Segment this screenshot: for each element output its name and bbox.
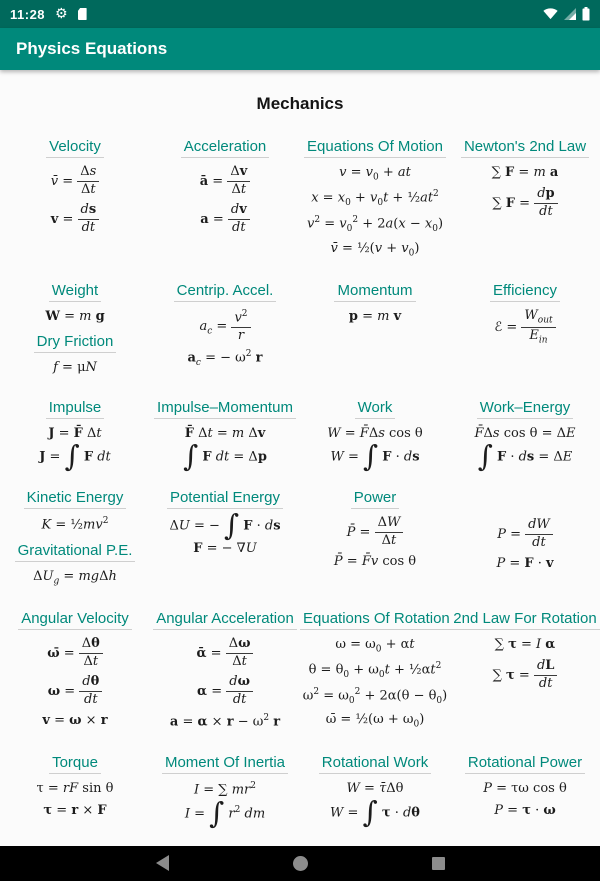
equation-cell — [300, 399, 450, 473]
equation-section — [150, 138, 300, 236]
equation: J = F̄ Δt — [48, 425, 102, 441]
section-title-link[interactable]: Equations Of Rotation — [300, 610, 453, 630]
equation-section — [300, 489, 450, 571]
equation: W = ∫ τ · dθ — [330, 794, 420, 829]
equation: ω̄ = $\frac{\Delta\theta}{\Delta t}$ — [0, 637, 150, 670]
equation-section — [300, 398, 450, 474]
equation-row — [0, 754, 600, 829]
back-button[interactable] — [152, 851, 173, 875]
home-circle-icon — [293, 856, 308, 871]
back-triangle-icon — [156, 855, 169, 871]
equation: ∫ F dt = Δp — [183, 439, 267, 474]
equation-section — [450, 138, 600, 220]
equation-section — [150, 489, 300, 558]
equation-section — [300, 753, 450, 829]
equation-cell — [0, 610, 150, 735]
equation: $v = v_0$ + at — [339, 165, 411, 183]
page-heading: Mechanics — [256, 94, 344, 113]
section-title-link[interactable]: Momentum — [334, 282, 415, 302]
equation-section — [150, 282, 300, 370]
equation-section — [450, 282, 600, 346]
status-time: 11:28 — [10, 6, 46, 22]
equation: P = $\frac{dW}{dt}$ — [450, 518, 600, 551]
section-title-link[interactable]: Power — [351, 489, 400, 509]
equation-section — [300, 282, 450, 326]
equation: P = τ · ω — [494, 802, 556, 818]
equation-cell — [450, 610, 600, 697]
equation-section — [150, 753, 300, 830]
equation: v = $\frac{ds}{dt}$ — [0, 203, 150, 236]
section-title-link[interactable]: Dry Friction — [34, 333, 117, 353]
title-spacer — [450, 489, 600, 513]
equation-section — [0, 754, 150, 820]
recents-square-icon — [432, 857, 445, 870]
equation: P = F · v — [496, 556, 554, 572]
equation-section — [0, 610, 150, 730]
equation: I = ∫ $r^2$ dm — [184, 795, 266, 830]
equation: W = m g — [45, 308, 105, 324]
section-title-link[interactable]: Equations Of Motion — [304, 138, 446, 158]
equation-row — [0, 489, 600, 593]
equation-section — [300, 610, 450, 732]
equation: ω̄ = ½(ω + $\omega_0$) — [325, 712, 425, 731]
status-bar — [0, 0, 600, 28]
equation-section — [150, 610, 300, 731]
equation: v = ω × r — [42, 712, 108, 728]
equations-grid — [0, 138, 600, 829]
equation-cell — [150, 138, 300, 241]
equation-cell — [300, 138, 450, 265]
equation: F̄ Δt = m Δv — [184, 425, 266, 441]
equation: a = $\frac{dv}{dt}$ — [150, 203, 300, 236]
equation-cell — [0, 754, 150, 825]
equation: $x = x_0 + v_0t$ + $\frac{1}{2}at^2$ — [311, 189, 439, 209]
equation: α = $\frac{d\omega}{dt}$ — [150, 675, 300, 708]
settings-gear-icon: ⚙ — [55, 6, 68, 22]
recents-button[interactable] — [428, 853, 449, 874]
equation: ∑ F = m a — [491, 165, 559, 180]
equation-cell — [300, 754, 450, 828]
equation-section — [300, 138, 450, 260]
status-bar-left — [10, 7, 87, 22]
equation-cell — [300, 610, 450, 737]
section-title-link[interactable]: Work — [355, 399, 396, 419]
equation: ∫ F · ds = ΔE — [477, 439, 573, 474]
equation-cell — [300, 282, 450, 331]
equation-section — [0, 282, 150, 326]
app-bar — [0, 28, 600, 70]
section-title-link[interactable]: Gravitational P.E. — [15, 542, 136, 562]
equation-section — [450, 754, 600, 820]
section-title-link[interactable]: Acceleration — [181, 138, 270, 158]
equation: P̄ = F̄v cos θ — [333, 554, 417, 570]
section-title-link[interactable]: Rotational Power — [465, 754, 585, 774]
home-button[interactable] — [289, 852, 312, 875]
nav-bar — [0, 846, 600, 881]
equation: v̄ = ½(v + $v_0$) — [330, 240, 420, 259]
equation: P̄ = $\frac{\Delta W}{\Delta t}$ — [300, 516, 450, 549]
equation: ℰ = $W_{out}$ $E_{in}$ — [450, 309, 600, 346]
section-title-link[interactable]: Moment Of Inertia — [162, 754, 288, 774]
section-title-link[interactable]: Velocity — [46, 138, 104, 158]
section-title-link[interactable]: Angular Velocity — [18, 610, 132, 630]
section-title-link[interactable]: Centrip. Accel. — [174, 282, 277, 302]
equation-cell — [450, 399, 600, 473]
equation-section — [0, 138, 150, 236]
equation: $K = \frac{1}{2}mv^2$ — [41, 516, 109, 533]
equation-cell — [450, 489, 600, 578]
equation: $\theta = \theta_0 + \omega_0t$ + $\frac{1}{2}\alpha t^2$ — [308, 661, 442, 681]
equation: ā = $\frac{\Delta v}{\Delta t}$ — [150, 165, 300, 198]
equation: $a_c$ = $\frac{v^2}{r}$ — [150, 309, 300, 344]
equation: ΔU = − ∫ F · ds — [169, 508, 281, 543]
equation-section — [0, 333, 150, 377]
equation: v̄ = $\frac{\Delta s}{\Delta t}$ — [0, 165, 150, 198]
equation: F̄Δs cos θ = ΔE — [474, 425, 576, 441]
status-bar-right — [543, 7, 590, 21]
equation-section — [0, 489, 150, 534]
equation: τ = r × F — [43, 802, 107, 818]
battery-icon — [582, 7, 590, 21]
section-title-link[interactable]: Weight — [49, 282, 101, 302]
equation: $a = \alpha \times r - \omega^2$ r — [169, 712, 281, 730]
equation-cell — [0, 282, 150, 382]
section-title-link[interactable]: Work–Energy — [477, 399, 574, 419]
section-title-link[interactable]: Potential Energy — [167, 489, 283, 509]
equation-cell — [450, 138, 600, 225]
equation-cell — [150, 399, 300, 473]
app-title: Physics Equations — [16, 39, 168, 58]
cell-signal-icon — [563, 8, 577, 20]
equation-cell — [450, 282, 600, 351]
equation-row — [0, 138, 600, 265]
section-title-link[interactable]: Angular Acceleration — [153, 610, 297, 630]
equation-section — [450, 398, 600, 474]
equation: $v^2 = v_0^2 + 2a(x - x_0)$ — [306, 214, 444, 234]
equation-row — [0, 610, 600, 737]
wifi-icon — [543, 8, 558, 20]
equation: $a_c$ = − $\omega^2$ r — [187, 348, 263, 368]
equation-row — [0, 282, 600, 382]
equation-cell — [0, 489, 150, 593]
sd-card-icon — [78, 8, 87, 20]
equation-section — [0, 398, 150, 474]
equation: f = μN — [53, 359, 97, 375]
section-title-link[interactable]: Newton's 2nd Law — [461, 138, 589, 158]
equation: P = τω cos θ — [483, 780, 567, 796]
equation: I = ∑ $mr^2$ — [194, 780, 256, 798]
equation-section — [0, 542, 150, 588]
section-title-link[interactable]: Impulse–Momentum — [154, 399, 296, 419]
equation: $\omega^2 = \omega_0^2 + 2\alpha(\theta - \theta_0)$ — [302, 686, 448, 706]
equation-cell — [450, 754, 600, 825]
equation: $\Delta U_g = mg\Delta h$ — [33, 568, 117, 587]
equation: ∑ F = $\frac{dp}{dt}$ — [450, 187, 600, 220]
equation-section — [150, 398, 300, 474]
equation-cell — [150, 754, 300, 829]
equation: $\omega = \omega_0 + \alpha t$ — [335, 636, 415, 655]
equation: F = − ∇U — [193, 541, 257, 557]
equation-cell — [300, 489, 450, 576]
section-title-link[interactable]: Torque — [49, 754, 101, 774]
equation: J = ∫ F dt — [39, 439, 111, 474]
equation: W = F̄Δs cos θ — [327, 425, 423, 441]
section-title-link[interactable]: Impulse — [46, 399, 105, 419]
equation: ∑ τ = $\frac{dL}{dt}$ — [450, 659, 600, 692]
equation-cell — [150, 282, 300, 375]
equation: p = m v — [348, 308, 402, 324]
section-title-link[interactable]: Kinetic Energy — [24, 489, 127, 509]
equation-cell — [150, 610, 300, 736]
equation: W = ∫ F · ds — [330, 439, 420, 474]
content-area[interactable] — [0, 70, 600, 846]
equation: ∑ τ = I α — [494, 636, 556, 652]
section-title-link[interactable]: Efficiency — [490, 282, 560, 302]
equation-cell — [150, 489, 300, 563]
section-title-link[interactable]: Rotational Work — [319, 754, 431, 774]
equation: τ = rF sin θ — [36, 780, 114, 796]
equation-section — [450, 489, 600, 573]
section-title-link[interactable]: 2nd Law For Rotation — [450, 610, 599, 630]
equation-cell — [0, 399, 150, 473]
equation: W = τ̄Δθ — [346, 780, 404, 796]
equation: ω = $\frac{d\theta}{dt}$ — [0, 675, 150, 708]
equation-cell — [0, 138, 150, 241]
equation-section — [450, 610, 600, 692]
equation: ᾱ = $\frac{\Delta\omega}{\Delta t}$ — [150, 637, 300, 670]
equation-row — [0, 399, 600, 473]
